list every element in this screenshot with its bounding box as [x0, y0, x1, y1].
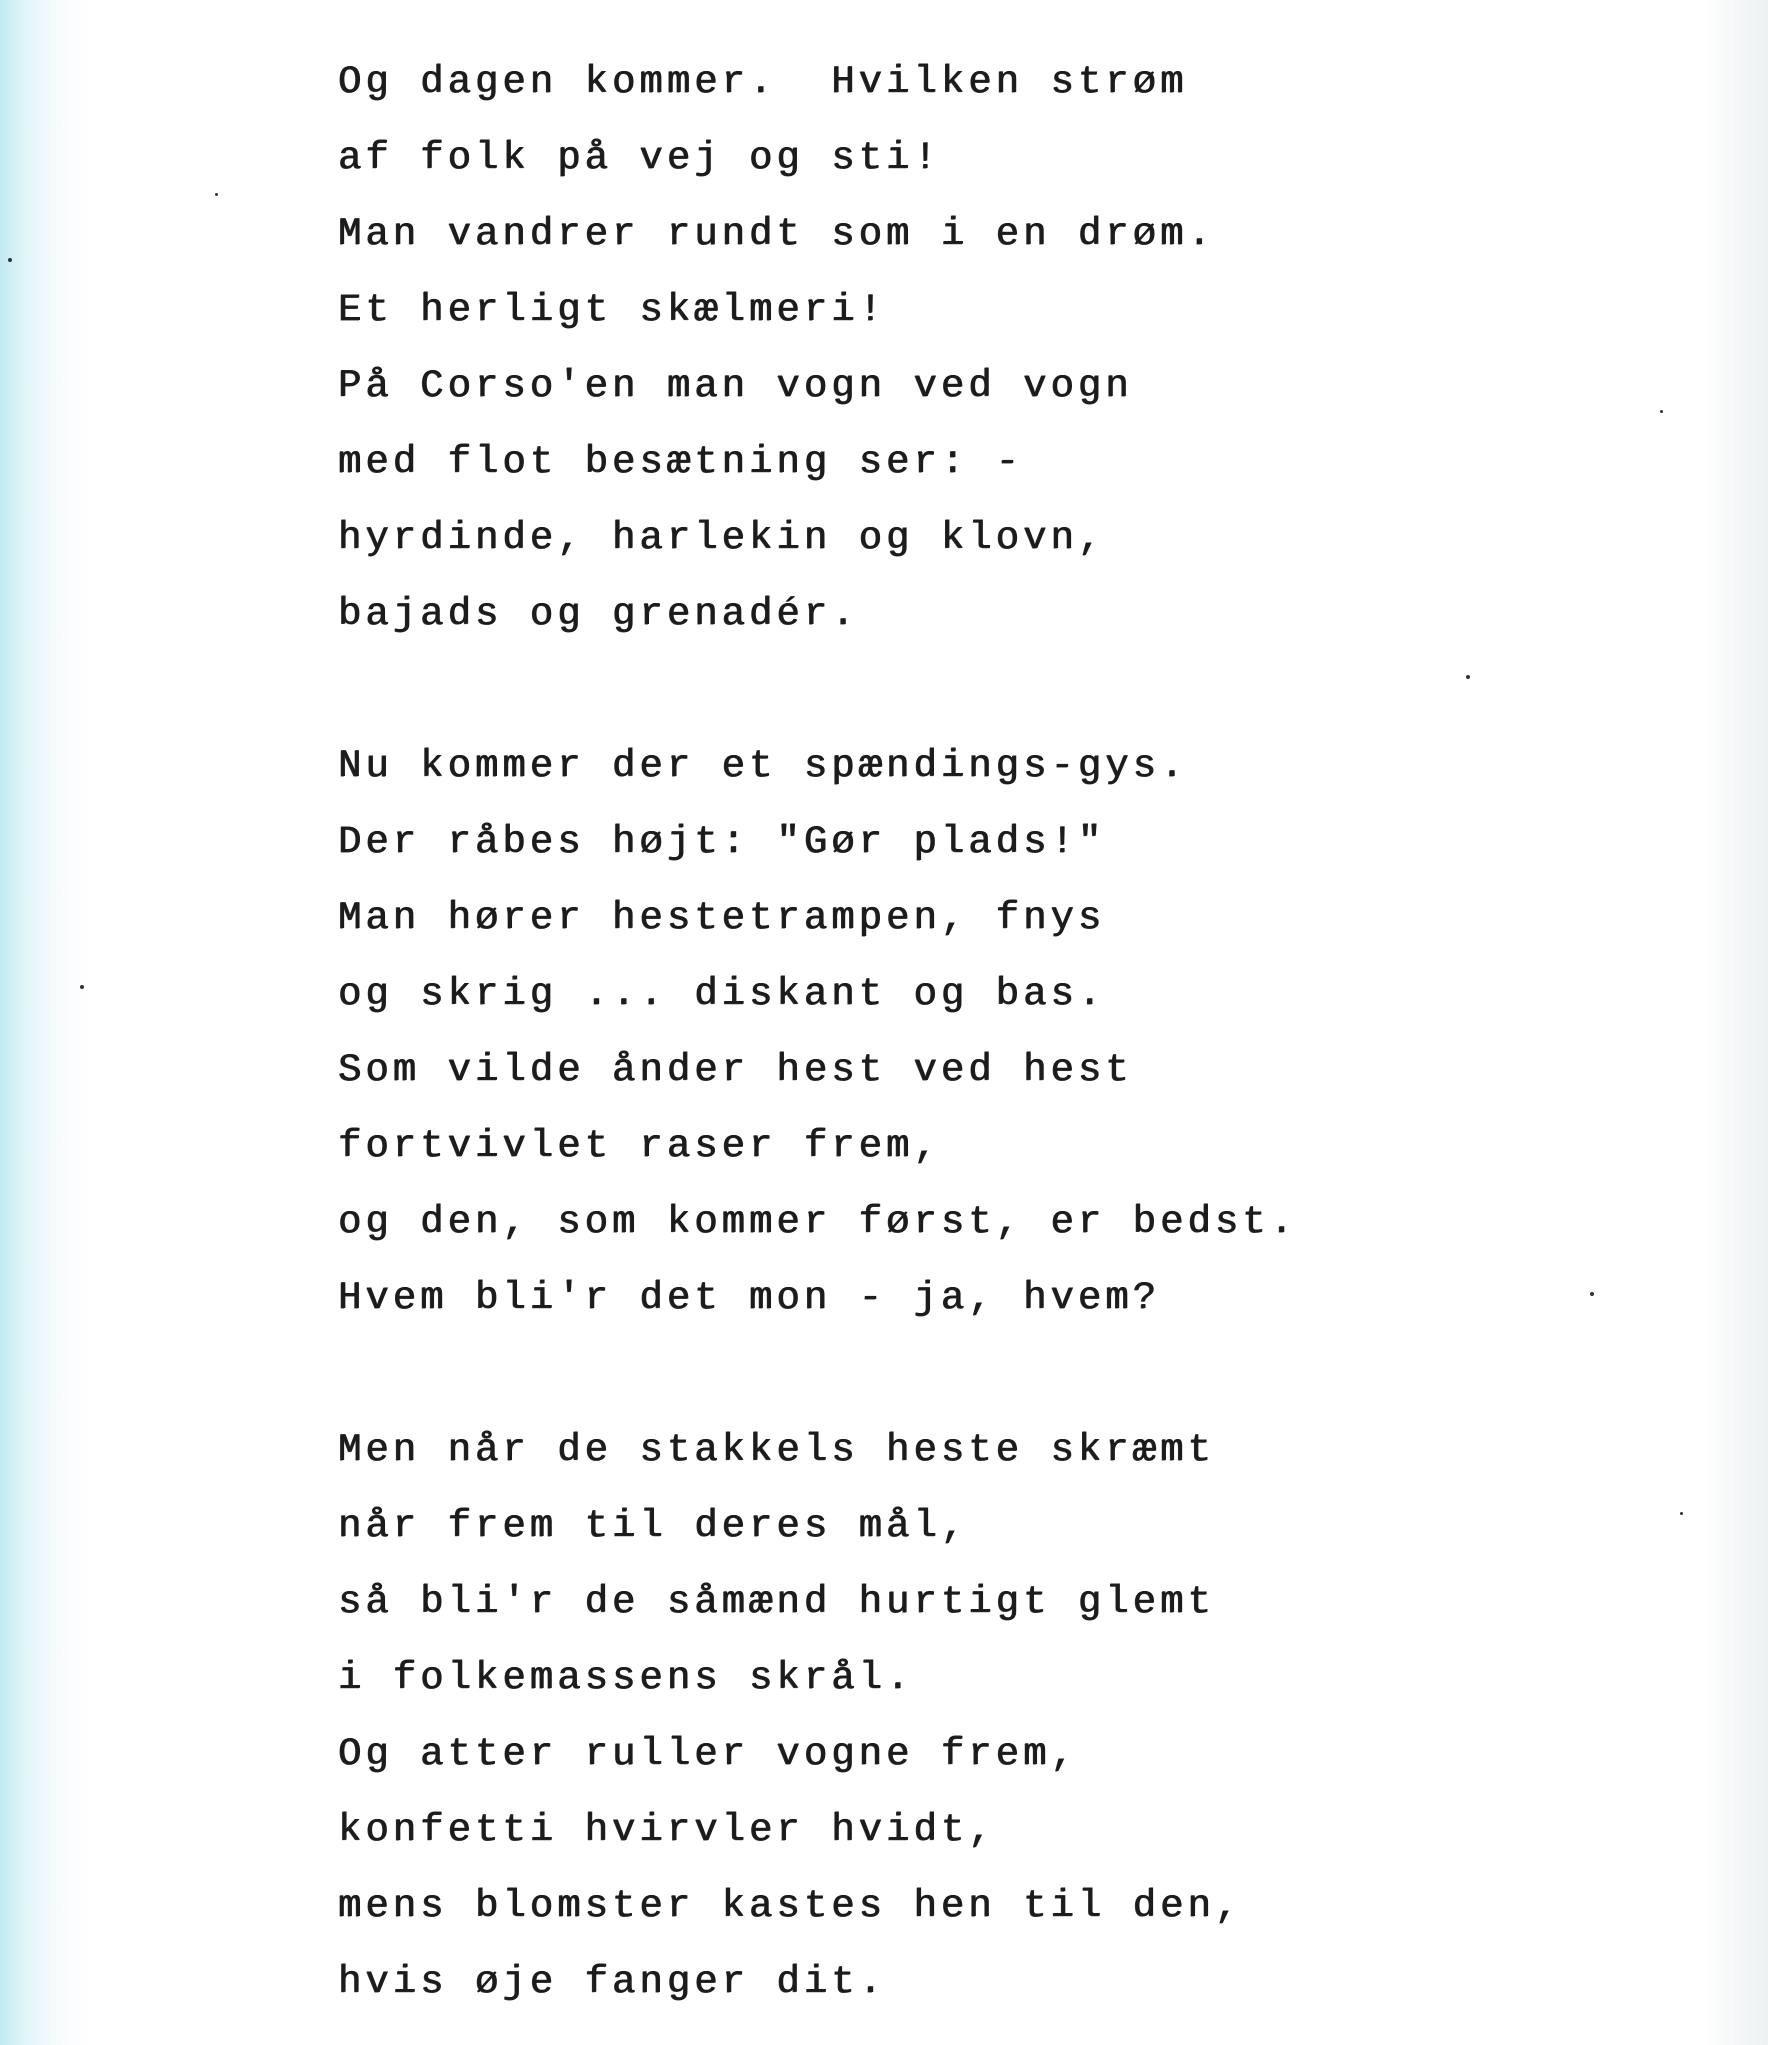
poem-line: Som vilde ånder hest ved hest	[338, 1048, 1133, 1092]
poem-line: fortvivlet raser frem,	[338, 1124, 941, 1168]
stanza-3	[338, 1412, 1438, 2020]
poem-line: og skrig ... diskant og bas.	[338, 972, 1106, 1016]
poem-line: Hvem bli'r det mon - ja, hvem?	[338, 1276, 1161, 1320]
poem-line: På Corso'en man vogn ved vogn	[338, 364, 1133, 408]
poem-line: i folkemassens skrål.	[338, 1656, 914, 1700]
poem-line: mens blomster kastes hen til den,	[338, 1884, 1243, 1928]
paper-speck	[80, 985, 84, 989]
poem-line: bajads og grenadér.	[338, 592, 859, 636]
stanza-2	[338, 728, 1438, 1336]
poem-line: af folk på vej og sti!	[338, 136, 941, 180]
poem-line: så bli'r de såmænd hurtigt glemt	[338, 1580, 1215, 1624]
poem-line: Man hører hestetrampen, fnys	[338, 896, 1106, 940]
poem-line: hyrdinde, harlekin og klovn,	[338, 516, 1106, 560]
poem-line: når frem til deres mål,	[338, 1504, 969, 1548]
paper-speck	[8, 258, 12, 262]
poem-line: hvis øje fanger dit.	[338, 1960, 887, 2004]
poem-line: Nu kommer der et spændings-gys.	[338, 744, 1188, 788]
poem-line: med flot besætning ser: -	[338, 440, 1024, 484]
poem-line: Men når de stakkels heste skræmt	[338, 1428, 1215, 1472]
paper-speck	[215, 193, 218, 196]
stanza-1	[338, 44, 1438, 652]
poem-line: Man vandrer rundt som i en drøm.	[338, 212, 1215, 256]
paper-speck	[1466, 675, 1470, 679]
paper-speck	[1660, 410, 1663, 413]
poem-line: Et herligt skælmeri!	[338, 288, 887, 332]
poem	[338, 44, 1438, 2020]
poem-line: Og dagen kommer. Hvilken strøm	[338, 60, 1188, 104]
poem-line: konfetti hvirvler hvidt,	[338, 1808, 996, 1852]
paper-speck	[1680, 1512, 1683, 1515]
poem-line: og den, som kommer først, er bedst.	[338, 1200, 1298, 1244]
poem-line: Der råbes højt: "Gør plads!"	[338, 820, 1106, 864]
poem-line: Og atter ruller vogne frem,	[338, 1732, 1078, 1776]
paper-speck	[1590, 1292, 1594, 1296]
